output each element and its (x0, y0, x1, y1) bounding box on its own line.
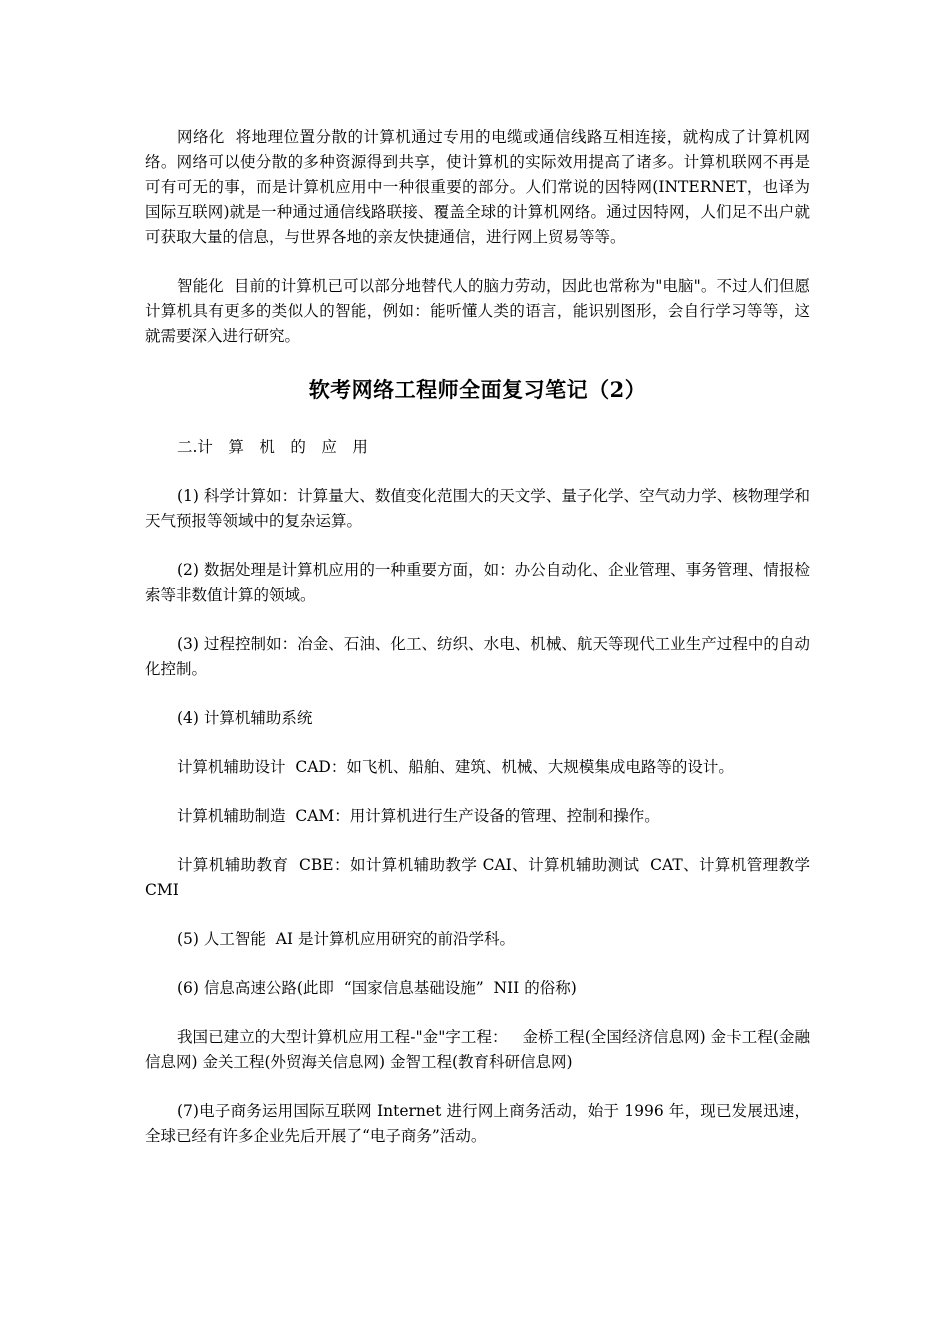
paragraph-process-control: (3) 过程控制如：冶金、石油、化工、纺织、水电、机械、航天等现代工业生产过程中的自动化控制。 (145, 635, 810, 678)
paragraph-cam: 计算机辅助制造 CAM：用计算机进行生产设备的管理、控制和操作。 (177, 807, 660, 825)
paragraph-data-processing: (2) 数据处理是计算机应用的一种重要方面，如：办公自动化、企业管理、事务管理、情报检索等非数值计算的领域。 (145, 561, 810, 604)
paragraph-intelligence: 智能化 目前的计算机已可以部分地替代人的脑力劳动，因此也常称为"电脑"。不过人们但愿计算机具有更多的类似人的智能，例如：能听懂人类的语言，能识别图形，会自行学习等等，这就需要深入进行研究。 (145, 277, 810, 345)
paragraph-networking: 网络化 将地理位置分散的计算机通过专用的电缆或通信线路互相连接，就构成了计算机网络。网络可以使分散的多种资源得到共享，使计算机的实际效用提高了诸多。计算机联网不再是可有可无的事，而是计算机应用中一种很重要的部分。人们常说的因特网(INTERNET，也译为国际互联网)就是一种通过通信线路联接、覆盖全球的计算机网络。通过因特网，人们足不出户就可获取大量的信息，与世界各地的亲友快捷通信，进行网上贸易等等。 (145, 128, 810, 246)
page-title: 软考网络工程师全面复习笔记（2） (308, 377, 647, 402)
paragraph-scientific-computing: (1) 科学计算如：计算量大、数值变化范围大的天文学、量子化学、空气动力学、核物理学和天气预报等领域中的复杂运算。 (145, 487, 810, 530)
paragraph-cbe: 计算机辅助教育 CBE：如计算机辅助教学 CAI、计算机辅助测试 CAT、计算机管理教学 CMI (145, 856, 820, 899)
section-heading: 二.计 算 机 的 应 用 (177, 438, 368, 456)
paragraph-info-highway: (6) 信息高速公路(此即 “国家信息基础设施” NII 的俗称) (177, 979, 577, 997)
paragraph-ecommerce: (7)电子商务运用国际互联网 Internet 进行网上商务活动，始于 1996 年，现已发展迅速，全球已经有许多企业先后开展了“电子商务”活动。 (145, 1102, 810, 1145)
paragraph-cad: 计算机辅助设计 CAD：如飞机、船舶、建筑、机械、大规模集成电路等的设计。 (177, 758, 734, 776)
paragraph-golden-projects: 我国已建立的大型计算机应用工程-"金"字工程： 金桥工程(全国经济信息网) 金卡工程(金融信息网) 金关工程(外贸海关信息网) 金智工程(教育科研信息网) (145, 1028, 810, 1071)
paragraph-cad-systems-heading: (4) 计算机辅助系统 (177, 709, 313, 727)
document-page (145, 125, 820, 1173)
paragraph-ai: (5) 人工智能 AI 是计算机应用研究的前沿学科。 (177, 930, 515, 948)
